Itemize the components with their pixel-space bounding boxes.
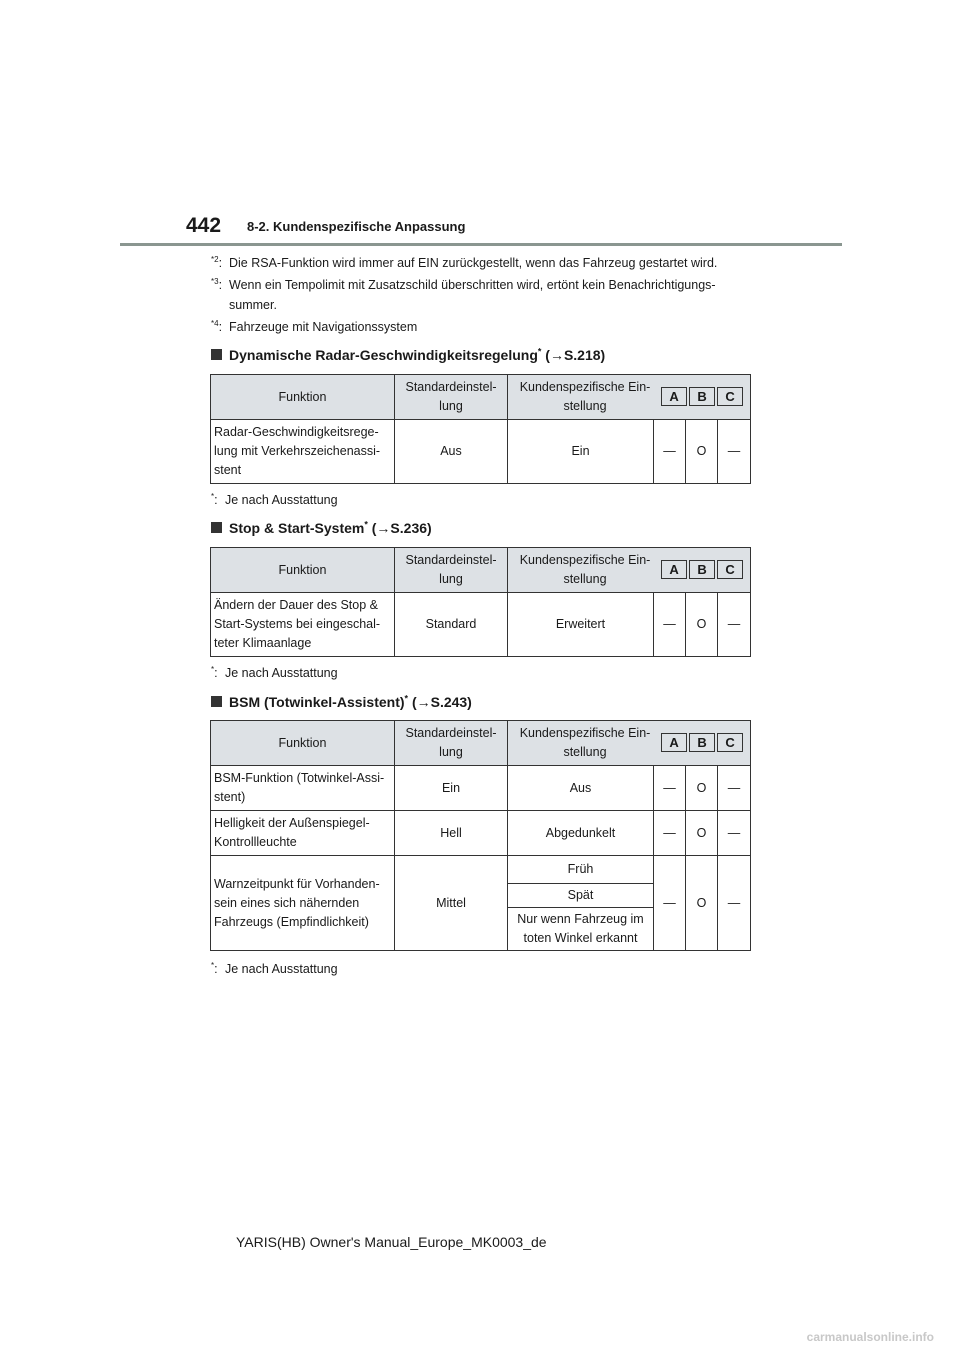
cell-standard: Mittel: [395, 856, 508, 951]
col-funktion: Funktion: [211, 375, 395, 420]
page-number: 442: [186, 214, 222, 237]
cell-a: —: [654, 420, 686, 484]
abc-boxes: A B C: [660, 387, 744, 407]
cell-kunden: Abgedunkelt: [508, 811, 654, 856]
footnote-2: $^{*2}$: Die RSA-Funktion wird immer auf EIN zurückgestellt, wenn das Fahrzeug gestartet wird.: [211, 254, 718, 270]
section-title: 8-2. Kundenspezifische Anpassung: [247, 219, 466, 234]
cell-funktion: Radar-Geschwindigkeitsrege- lung mit Verkehrszeichenassi- stent: [211, 420, 395, 484]
square-bullet-icon: [211, 696, 222, 707]
table-header-row: [211, 721, 751, 766]
cell-funktion: Ändern der Dauer des Stop & Start-Systems bei eingeschal- teter Klimaanlage: [211, 593, 395, 657]
section-heading-bsm: BSM (Totwinkel-Assistent)* (→S.243): [211, 694, 472, 710]
footer-manual-id: YARIS(HB) Owner's Manual_Europe_MK0003_de: [236, 1234, 547, 1250]
abc-boxes: A B C: [660, 560, 744, 580]
col-standard: Standardeinstel- lung: [395, 548, 508, 593]
table-row: [211, 766, 751, 811]
cell-b: O: [686, 766, 718, 811]
footnote-stop-start: *: Je nach Ausstattung: [211, 664, 338, 680]
footnote-3: $^{*3}$: Wenn ein Tempolimit mit Zusatzschild überschritten wird, ertönt kein Benachrichtigungs-: [211, 276, 716, 292]
col-standard: Standardeinstel- lung: [395, 721, 508, 766]
col-funktion: Funktion: [211, 548, 395, 593]
square-bullet-icon: [211, 349, 222, 360]
cell-standard: Ein: [395, 766, 508, 811]
abc-boxes: A B C: [660, 733, 744, 753]
cell-kunden-option: Früh: [508, 856, 654, 884]
cell-standard: Hell: [395, 811, 508, 856]
cell-c: —: [718, 420, 751, 484]
cell-b: O: [686, 420, 718, 484]
col-kunden: Kundenspezifische Ein- stellung A B C: [508, 548, 751, 593]
cell-b: O: [686, 856, 718, 951]
cell-a: —: [654, 811, 686, 856]
table-acc: [210, 374, 751, 484]
section-heading-acc: Dynamische Radar-Geschwindigkeitsregelung* (→S.218): [211, 347, 605, 363]
col-standard: Standardeinstel- lung: [395, 375, 508, 420]
cell-funktion: BSM-Funktion (Totwinkel-Assi- stent): [211, 766, 395, 811]
footnote-acc: *: Je nach Ausstattung: [211, 491, 338, 507]
cell-kunden-option: Spät: [508, 884, 654, 908]
cell-kunden: Erweitert: [508, 593, 654, 657]
cell-kunden-option: Nur wenn Fahrzeug im toten Winkel erkannt: [508, 908, 654, 951]
cell-c: —: [718, 593, 751, 657]
cell-funktion: Helligkeit der Außenspiegel- Kontrollleuchte: [211, 811, 395, 856]
cell-b: O: [686, 593, 718, 657]
cell-standard: Standard: [395, 593, 508, 657]
table-header-row: [211, 375, 751, 420]
col-kunden: Kundenspezifische Ein- stellung A B C: [508, 375, 751, 420]
table-row: [211, 811, 751, 856]
watermark: carmanualsonline.info: [806, 1330, 934, 1344]
table-stop-start: [210, 547, 751, 657]
footnote-bsm: *: Je nach Ausstattung: [211, 960, 338, 976]
cell-funktion: Warnzeitpunkt für Vorhanden- sein eines sich nähernden Fahrzeugs (Empfindlichkeit): [211, 856, 395, 951]
cell-kunden: Aus: [508, 766, 654, 811]
col-kunden: Kundenspezifische Ein- stellung A B C: [508, 721, 751, 766]
table-header-row: [211, 548, 751, 593]
table-row: [211, 420, 751, 484]
cell-c: —: [718, 766, 751, 811]
cell-standard: Aus: [395, 420, 508, 484]
footnote-4: $^{*4}$: Fahrzeuge mit Navigationssystem: [211, 318, 418, 334]
col-funktion: Funktion: [211, 721, 395, 766]
cell-c: —: [718, 856, 751, 951]
cell-a: —: [654, 766, 686, 811]
cell-b: O: [686, 811, 718, 856]
table-row: [211, 593, 751, 657]
table-bsm: [210, 720, 751, 951]
cell-c: —: [718, 811, 751, 856]
cell-a: —: [654, 856, 686, 951]
header-rule: [120, 243, 842, 246]
table-row: [211, 856, 751, 884]
cell-kunden: Ein: [508, 420, 654, 484]
footnote-3-cont: summer.: [229, 298, 277, 312]
cell-a: —: [654, 593, 686, 657]
square-bullet-icon: [211, 522, 222, 533]
section-heading-stop-start: Stop & Start-System* (→S.236): [211, 520, 432, 536]
